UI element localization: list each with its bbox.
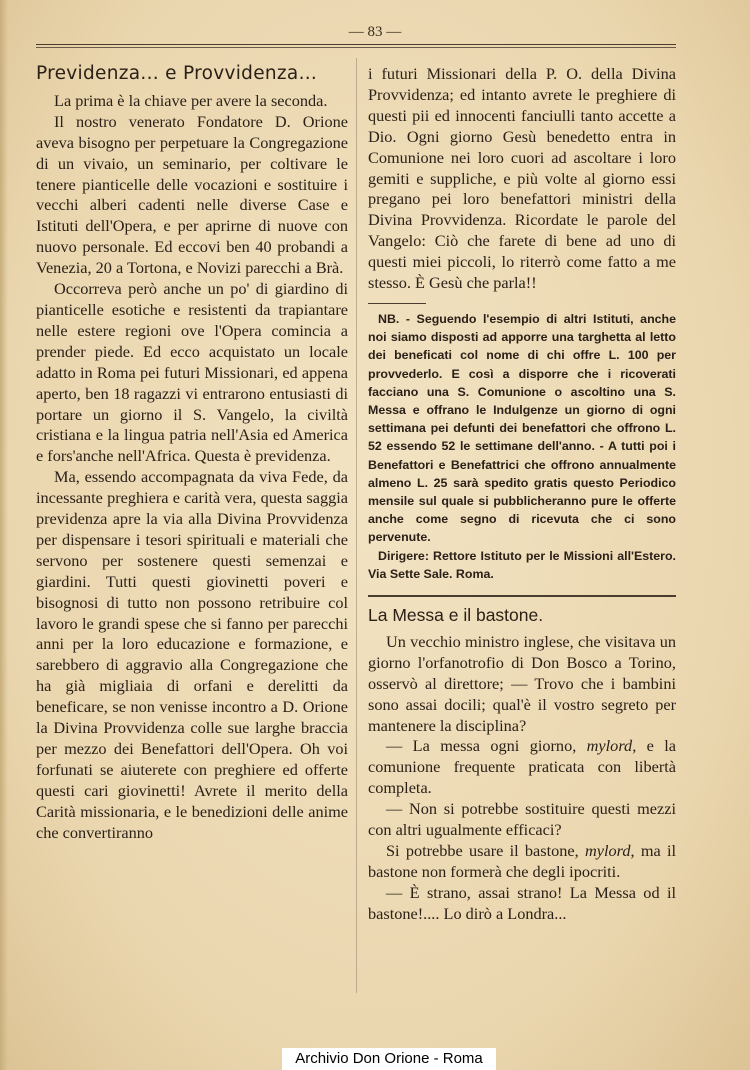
dialogue-line [368, 736, 676, 799]
right-column [368, 64, 676, 925]
section-title: La Messa e il bastone. [368, 605, 544, 626]
paragraph: Ma, essendo accompagnata da viva Fede, da incessante preghiera e carità vera, questa saggia previdenza apre la via alla Divina Provvidenza per dispensare i tesori spirituali e materiali che servono per sostenere questi semenzai e giardini. Tutti questi giovinetti poveri e bisognosi di tutto non possono retribuire col lavoro le grandi spese che si fanno per parecchi anni per la loro educazione e formazione, e sarebbero di aggravio alla Congregazione che ha già migliaia di orfani e derelitti da beneficare, se non venisse incontro a D. Orione la Divina Provvidenza colle sue larghe braccia per mezzo dei Benefattori dell'Opera. Oh voi forfunati se aiuterete con preghiere ed offerte questi cari giovinetti! Avrete il merito della Carità missionaria, e le benedizioni delle anime che convertiranno [36, 467, 348, 842]
paragraph: Occorreva però anche un po' di giardino di pianticelle esotiche e resistenti da trapiantare nelle estere regioni ove l'Opera comincia a prender piede. Ed ecco acquistato un locale adatto in Roma pei futuri Missionari, ed appena aperto, ben 18 ragazzi vi entrarono entusiasti di portare un giorno il S. Vangelo, la civiltà cristiana e la lingua patria nell'Asia ed America e fors'anche nell'Africa. Questa è previdenza. [36, 279, 348, 466]
note-rule [368, 303, 426, 304]
page-number: — 83 — [348, 24, 402, 40]
mylord-italic: mylord [584, 840, 631, 860]
header-rule [36, 44, 676, 45]
dialogue-line: — Non si potrebbe sostituire questi mezzi con altri ugualmente efficaci? [368, 799, 676, 840]
dialogue-text: — La messa ogni giorno, [386, 736, 587, 756]
dialogue-line [368, 841, 676, 883]
nb-address: Dirigere: Rettore Istituto per le Missioni all'Estero. Via Sette Sale. Roma. [368, 548, 676, 581]
archive-label: Archivio Don Orione - Roma [282, 1048, 496, 1070]
article-title: Previdenza... e Provvidenza... [36, 63, 318, 84]
column-divider [356, 58, 357, 993]
dialogue-text: , e la comunione frequente praticata con libertà completa. [368, 736, 677, 798]
paragraph: Un vecchio ministro inglese, che visitava un giorno l'orfanotrofio di Don Bosco a Torino, osservò al direttore; — Trovo che i bambini sono assai docili; qual'è il vostro segreto per mantenere la disciplina? [368, 631, 676, 735]
mylord-italic: mylord [586, 736, 633, 756]
paragraph-continued: i futuri Missionari della P. O. della Divina Provvidenza; ed intanto avrete le preghiere di questi pii ed innocenti fanciulli tanto accette a Dio. Ogni giorno Gesù benedetto entra in Comunione nei loro cuori ad ascoltare i loro gemiti e suppliche, e più volte al giorno essi pregano pei loro benefattori ministri della Divina Provvidenza. Ricordate le parole del Vangelo: Ciò che farete di bene ad uno di questi miei piccoli, lo riterrò come fatto a me stesso. È Gesù che parla!! [368, 64, 676, 293]
section-rule [368, 595, 676, 597]
dialogue-line: — È strano, assai strano! La Messa od il bastone!.... Lo dirò a Londra... [368, 882, 676, 923]
left-column [36, 64, 348, 844]
nb-text: NB. - Seguendo l'esempio di altri Istituti, anche noi siamo disposti ad apporre una targhetta al letto dei beneficati col nome di chi offre L. 100 per provvederlo. E così a disporre che i ricoverati facciano una S. Comunione o ascoltino una S. Messa e offrano le Indulgenze un giorno di ogni settimana pei defunti dei benefattori che offrono L. 52 essendo 52 le settimane dell'anno. - A tutti poi i Benefattori e Benefattrici che offrono annualmente almeno L. 25 sarà spedito gratis questo Periodico mensile sul quale si pubblicheranno pure le offerte anche come segno di ricevuta che ci sono pervenute. [368, 311, 676, 545]
paragraph: La prima è la chiave per avere la seconda. [54, 90, 328, 110]
header-rule-thin [36, 47, 676, 48]
dialogue-text: , ma il bastone non formerà che degli ipocriti. [368, 840, 676, 881]
dialogue-text: Si potrebbe usare il bastone, [386, 840, 585, 860]
nb-note [368, 310, 676, 583]
paragraph: Il nostro venerato Fondatore D. Orione aveva bisogno per perpetuare la Congregazione di un vivaio, un seminario, per coltivare le tenere pianticelle delle vocazioni e sostituire i vecchi alberi cadenti nelle diverse Case e Istituti dell'Opera, e per aprirne di nuove con nuovo personale. Ed eccovi ben 40 probandi a Venezia, 20 a Tortona, e Novizi parecchi a Brà. [36, 111, 348, 278]
binding-edge [0, 0, 8, 1070]
